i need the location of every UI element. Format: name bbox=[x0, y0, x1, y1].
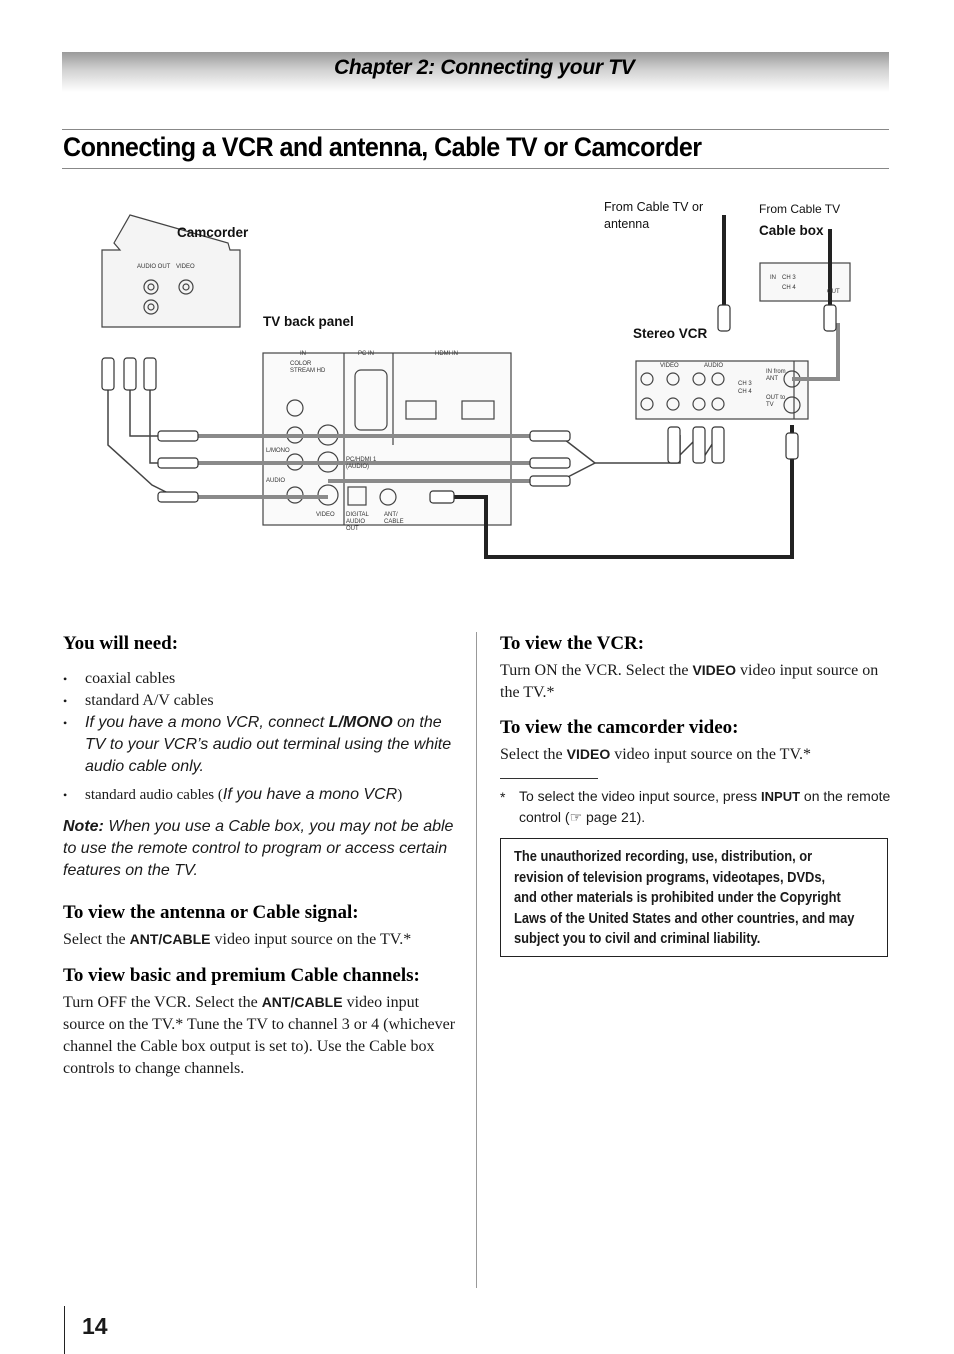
vcr-ch3-label: CH 3 bbox=[738, 381, 752, 387]
column-divider bbox=[476, 632, 477, 1288]
tv-ant-cable-label: ANT/ CABLE bbox=[384, 512, 404, 525]
copyright-warning-box bbox=[500, 838, 888, 957]
camcorder-video-label: VIDEO bbox=[176, 264, 195, 270]
page-number-rule bbox=[64, 1306, 65, 1354]
tv-audio-label: AUDIO bbox=[266, 478, 286, 484]
tv-l-mono-label: L/MONO bbox=[266, 448, 290, 454]
copyright-warning-text: The unauthorized recording, use, distribution, or revision of television programs, videotapes, DVDs, and other materials is prohibited under the Copyright Laws of the United States and other countries, and may subject you to civil and criminal liability. bbox=[514, 848, 855, 947]
premium-heading: To view basic and premium Cable channels: bbox=[63, 965, 420, 986]
antenna-heading: To view the antenna or Cable signal: bbox=[63, 902, 359, 923]
list-item: • standard audio cables (If you have a mono VCR) bbox=[63, 784, 463, 806]
vcr-heading: To view the VCR: bbox=[500, 633, 645, 654]
tv-back-panel-label: TV back panel bbox=[263, 314, 354, 329]
page-number: 14 bbox=[82, 1313, 108, 1339]
camcorder-heading: To view the camcorder video: bbox=[500, 717, 739, 738]
footnote-rule bbox=[500, 778, 598, 779]
cable-box-note: Note: When you use a Cable box, you may not be able to use the remote control to program or access certain features on the TV. bbox=[63, 818, 454, 879]
list-item: • standard A/V cables bbox=[63, 690, 463, 712]
camcorder-audio-out-label: AUDIO OUT bbox=[137, 264, 171, 270]
section-title: Connecting a VCR and antenna, Cable TV or Camcorder bbox=[63, 132, 702, 162]
vcr-audio-label: AUDIO bbox=[704, 363, 724, 369]
camcorder-text: Select the VIDEO video input source on the TV.* bbox=[500, 746, 811, 763]
vcr-text: Turn ON the VCR. Select the VIDEO video input source on the TV.* bbox=[500, 662, 879, 701]
connection-diagram bbox=[90, 195, 870, 575]
title-top-rule bbox=[62, 129, 889, 130]
mono-vcr-note: • If you have a mono VCR, connect L/MONO on the TV to your VCR’s audio out terminal using the white audio cable only. bbox=[63, 712, 463, 778]
diagram-drawing bbox=[90, 195, 870, 575]
tv-color-stream-label: COLOR STREAM HD bbox=[290, 361, 326, 374]
cablebox-ch3-label: CH 3 bbox=[782, 275, 796, 281]
vcr-in-from-ant-label: IN from ANT bbox=[766, 369, 786, 382]
tv-pc-in-label: PC IN bbox=[358, 351, 375, 357]
vcr-ch4-label: CH 4 bbox=[738, 389, 752, 395]
from-cable-tv-label: From Cable TV bbox=[759, 202, 841, 216]
cablebox-out-label: OUT bbox=[827, 289, 840, 295]
antenna-text: Select the ANT/CABLE video input source on the TV.* bbox=[63, 931, 412, 948]
you-will-need-heading: You will need: bbox=[63, 633, 179, 654]
camcorder-label: Camcorder bbox=[177, 225, 249, 240]
cablebox-in-label: IN bbox=[770, 275, 776, 281]
title-bottom-rule bbox=[62, 168, 889, 169]
chapter-title: Chapter 2: Connecting your TV bbox=[334, 56, 635, 79]
premium-text: Turn OFF the VCR. Select the ANT/CABLE video input source on the TV.* Tune the TV to channel 3 or 4 (whichever channel the Cable box output is set to). Use the Cable box controls to change channels. bbox=[63, 994, 456, 1077]
vcr-out-to-tv-label: OUT to TV bbox=[766, 395, 786, 408]
from-cable-or-antenna-label: From Cable TV or antenna bbox=[604, 200, 704, 231]
tv-video-label: VIDEO bbox=[316, 512, 335, 518]
tv-in-label: IN bbox=[300, 351, 306, 357]
stereo-vcr-label: Stereo VCR bbox=[633, 326, 708, 341]
tv-digital-audio-out-label: DIGITAL AUDIO OUT bbox=[346, 512, 369, 532]
cablebox-ch4-label: CH 4 bbox=[782, 285, 796, 291]
list-item: • coaxial cables bbox=[63, 668, 463, 690]
requirements-list bbox=[63, 668, 463, 806]
tv-hdmi-in-label: HDMI IN bbox=[435, 351, 458, 357]
tv-pc-hdmi-label: PC/HDMI 1 (AUDIO) bbox=[346, 457, 377, 470]
vcr-video-label: VIDEO bbox=[660, 363, 679, 369]
footnote: * To select the video input source, press INPUT on the remote control (☞ page 21). bbox=[500, 786, 909, 827]
cable-box-label: Cable box bbox=[759, 223, 824, 238]
